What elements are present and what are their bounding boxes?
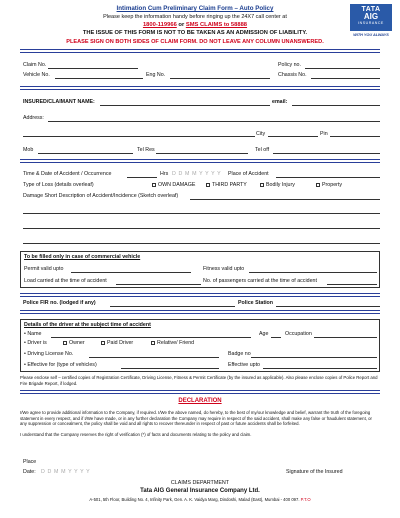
checkbox-icon[interactable]: [152, 183, 156, 187]
checkbox-icon[interactable]: [260, 183, 264, 187]
badge-field[interactable]: [251, 357, 377, 358]
hrs-label: Hrs: [160, 171, 169, 177]
pin-label: Pin: [320, 131, 328, 137]
checkbox-icon[interactable]: [101, 341, 105, 345]
insured-field[interactable]: [100, 105, 270, 106]
checkbox-icon[interactable]: [316, 183, 320, 187]
pto-label: P.T.O: [300, 497, 311, 502]
checkbox-icon[interactable]: [63, 341, 67, 345]
declaration-heading: DECLARATION: [178, 398, 222, 404]
fitness-field[interactable]: [249, 272, 377, 273]
loss-option-label: Bodily Injury: [266, 182, 295, 188]
divider-insured: [20, 159, 380, 163]
city-field[interactable]: [268, 136, 318, 137]
eng-no-label: Eng No.: [146, 72, 166, 78]
chassis-no-label: Chassis No.: [278, 72, 307, 78]
place-field[interactable]: [276, 177, 380, 178]
tel-off-field[interactable]: [273, 153, 380, 154]
divider-police-top: [20, 293, 380, 297]
logo-insurance: INSURANCE: [358, 21, 384, 25]
checkbox-icon[interactable]: [151, 341, 155, 345]
divider-claim: [20, 86, 380, 90]
driver-name-field[interactable]: [51, 337, 251, 338]
footer-date-placeholder[interactable]: D D M M Y Y Y Y: [41, 469, 91, 475]
loss-option-own-damage[interactable]: [152, 182, 195, 188]
signature-label: Signature of the Insured: [286, 469, 343, 475]
mob-field[interactable]: [38, 153, 133, 154]
permit-field[interactable]: [71, 272, 191, 273]
fir-field[interactable]: [110, 306, 235, 307]
eng-no-field[interactable]: [170, 78, 270, 79]
mob-label: Mob: [23, 147, 34, 153]
form-title: Intimation Cum Preliminary Claim Form – Auto Policy: [116, 5, 274, 12]
driver-option-owner[interactable]: [63, 340, 85, 346]
loss-option-property[interactable]: [316, 182, 342, 188]
loss-type-label: Type of Loss (details overleaf): [23, 182, 94, 188]
declaration-text-2: I understand that the Company reserves the right of verification (*) of facts and documents relating to the policy and claim.: [20, 432, 252, 437]
declaration-text: I/We agree to provide additional information to the Company, if required. I/We the above named, do hereby, to the best of my/our knowledge and belief, warrant the truth of the foregoing statement in every respect, and if I/We have made, or in any further declaration the Company may require in respect of the said accident, shall make any false or fraudulent statement, or any suppression or concealment, the policy shall be void and all rights to recover thereunder in respect of past or future accidents shall be forfeited.: [20, 410, 372, 426]
logo-tagline: WITH YOU ALWAYS: [353, 33, 389, 37]
damage-desc-field-1[interactable]: [190, 199, 380, 200]
email-field[interactable]: [292, 105, 380, 106]
driver-heading: Details of the driver at the subject time of accident: [24, 322, 151, 328]
effective-for-text: Effective for (type of vehicles): [27, 362, 97, 368]
divider-declaration: [20, 390, 380, 394]
time-field[interactable]: [127, 177, 157, 178]
fitness-label: Fitness valid upto: [203, 266, 245, 272]
policy-no-label: Policy no.: [278, 62, 301, 68]
tata-aig-logo: [350, 4, 392, 31]
claim-no-label: Claim No.: [23, 62, 47, 68]
driver-section: [20, 319, 380, 372]
driver-name-label: • Name: [24, 331, 42, 337]
damage-desc-field-3[interactable]: [23, 228, 380, 229]
load-label: Load carried at the time of accident: [24, 278, 107, 284]
email-label: email:: [272, 99, 288, 105]
contact-line: [80, 22, 310, 28]
footer-place-label: Place: [23, 459, 37, 465]
loss-option-label: THIRD PARTY: [212, 182, 247, 188]
driver-is-label: • Driver is: [24, 340, 47, 346]
age-field[interactable]: [271, 337, 281, 338]
police-station-field[interactable]: [276, 306, 380, 307]
effective-for-field[interactable]: [121, 368, 219, 369]
tel-res-label: Tel Res: [137, 147, 155, 153]
effective-upto-label: Effective upto: [228, 362, 260, 368]
address-field-1[interactable]: [48, 121, 380, 122]
company-address-text: A-501, 5th Floor, Building No. 4, Infinity Park, Gen. A. K. Vaidya Marg, Dindoshi, Malad (East), Mumbai - 400 097.: [89, 497, 300, 502]
driver-option-label: Paid Driver: [107, 340, 134, 346]
divider-top: [20, 49, 380, 53]
loss-option-label: Property: [322, 182, 343, 188]
pin-field[interactable]: [330, 136, 380, 137]
company-name: Tata AIG General Insurance Company Ltd.: [140, 488, 260, 494]
call-center-phone[interactable]: 1800-119966: [142, 22, 177, 28]
city-label: City: [256, 131, 266, 137]
license-label: • Driving License No.: [24, 351, 74, 357]
damage-desc-field-2[interactable]: [23, 213, 380, 214]
claim-no-field[interactable]: [48, 68, 138, 69]
age-label: Age: [259, 331, 269, 337]
place-label: Place of Accident: [228, 171, 269, 177]
badge-label: Badge no: [228, 351, 251, 357]
divider-police-bottom: [20, 310, 380, 314]
driver-name-text: Name: [27, 331, 42, 337]
time-date-label: Time & Date of Accident / Occurrence: [23, 171, 112, 177]
effective-for-label: • Effective for (type of vehicles): [24, 362, 97, 368]
loss-option-third-party[interactable]: [206, 182, 247, 188]
policy-no-field[interactable]: [305, 68, 380, 69]
or-text: or: [176, 22, 186, 28]
address-field-2[interactable]: [23, 136, 255, 137]
logo-tata: TATA: [361, 6, 381, 13]
logo-aig: AIG: [363, 12, 379, 21]
liability-note: THE ISSUE OF THIS FORM IS NOT TO BE TAKEN AS AN ADMISSION OF LIABILITY.: [82, 30, 308, 36]
passengers-field[interactable]: [327, 284, 377, 285]
sms-claims[interactable]: SMS CLAIMS to 58888: [185, 22, 248, 28]
driver-option-relative[interactable]: [151, 340, 194, 346]
license-field[interactable]: [89, 357, 219, 358]
enclose-note: Please enclose self – certified copies of Registration Certificate, Driving License, Fitness & Permit Certificate (by the insured as applicable). Also please enclose copies of Police Report and Fire Brigade Report, if lodged.: [20, 375, 378, 386]
footer-date-label: Date:: [23, 469, 36, 475]
accident-date-placeholder[interactable]: D D M M Y Y Y Y: [172, 171, 222, 177]
loss-option-label: OWN DAMAGE: [158, 182, 196, 188]
tel-res-field[interactable]: [156, 153, 248, 154]
tel-off-label: Tel off: [255, 147, 270, 153]
company-address: [40, 497, 360, 502]
load-field[interactable]: [116, 284, 201, 285]
form-subtitle: Please keep the information handy before ringing up the 24X7 call center at: [103, 14, 287, 20]
effective-upto-field[interactable]: [263, 368, 377, 369]
vehicle-no-field[interactable]: [55, 78, 143, 79]
damage-desc-field-4[interactable]: [23, 243, 380, 244]
occupation-field[interactable]: [314, 337, 377, 338]
commercial-section: [20, 251, 380, 288]
commercial-heading: To be filled only in case of commercial vehicle: [24, 254, 141, 260]
license-text: Driving License No.: [27, 351, 74, 357]
occupation-label: Occupation: [285, 331, 312, 337]
insured-label: INSURED/CLAIMANT NAME:: [23, 99, 95, 105]
sign-note: PLEASE SIGN ON BOTH SIDES OF CLAIM FORM. DO NOT LEAVE ANY COLUMN UNANSWERED.: [66, 39, 324, 45]
vehicle-no-label: Vehicle No.: [23, 72, 50, 78]
claims-dept: CLAIMS DEPARTMENT: [170, 480, 230, 486]
fir-label: Police FIR no. (lodged if any): [23, 300, 96, 306]
damage-desc-label: Damage Short Description of Accident/Incidence (Sketch overleaf): [23, 193, 179, 199]
driver-is-text: Driver is: [27, 340, 47, 346]
passengers-label: No. of passengers carried at the time of accident: [203, 278, 317, 284]
permit-label: Permit valid upto: [24, 266, 64, 272]
loss-option-bodily-injury[interactable]: [260, 182, 295, 188]
checkbox-icon[interactable]: [206, 183, 210, 187]
address-label: Address:: [23, 115, 44, 121]
chassis-no-field[interactable]: [311, 78, 380, 79]
driver-option-label: Owner: [69, 340, 85, 346]
driver-option-paid[interactable]: [101, 340, 133, 346]
driver-option-label: Relative/ Friend: [157, 340, 195, 346]
police-station-label: Police Station: [238, 300, 274, 306]
